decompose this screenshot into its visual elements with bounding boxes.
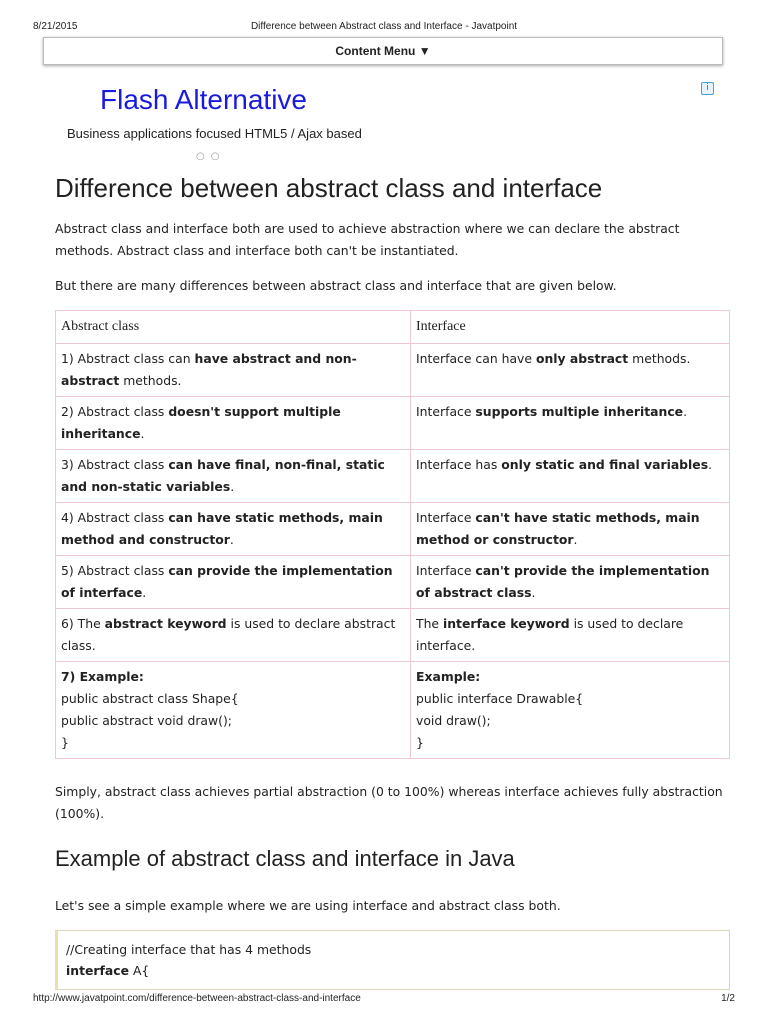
example-label: 7) Example:	[61, 669, 144, 684]
info-icon[interactable]: i	[701, 82, 714, 95]
cell-text: .	[708, 457, 713, 472]
cell-emphasis: doesn't support multiple inheritance	[61, 404, 341, 441]
table-header-interface: Interface	[411, 311, 730, 344]
cell-text: Interface	[416, 404, 476, 419]
cell-text: Interface can have	[416, 351, 536, 366]
cell-emphasis: can't have static methods, main method or constructor	[416, 510, 700, 547]
article-title: Difference between abstract class and interface	[55, 173, 603, 203]
cell-abstract	[56, 450, 411, 503]
cell-emphasis: only abstract	[535, 351, 629, 366]
intro-paragraph: Abstract class and interface both are used to achieve abstraction where we can declare the abstract methods. Abstract class and interface both can't be instantiated.	[55, 221, 680, 258]
cell-text: .	[140, 426, 145, 441]
code-line: void draw();	[416, 713, 491, 728]
code-line: }	[416, 735, 424, 750]
section-heading: Example of abstract class and interface in Java	[55, 846, 515, 871]
cell-abstract	[56, 609, 411, 662]
example-intro-paragraph: Let's see a simple example where we are using interface and abstract class both.	[55, 898, 561, 913]
cell-emphasis: supports multiple inheritance	[475, 404, 684, 419]
code-block	[55, 930, 730, 990]
cell-text: Interface	[416, 510, 476, 525]
cell-text: methods.	[628, 351, 691, 366]
cell-emphasis: interface keyword	[442, 616, 570, 631]
cell-text: is used to declare interface.	[416, 616, 684, 653]
print-page-title: Difference between Abstract class and Interface - Javatpoint	[250, 21, 518, 32]
code-line: public abstract class Shape{	[61, 691, 239, 706]
cell-interface	[411, 503, 730, 556]
cell-text: Interface	[416, 563, 476, 578]
cell-text: .	[142, 585, 147, 600]
footer-url: http://www.javatpoint.com/difference-between-abstract-class-and-interface	[33, 993, 361, 1004]
cell-text: .	[229, 532, 234, 547]
table-row	[56, 397, 730, 450]
cell-emphasis: only static and final variables	[501, 457, 709, 472]
cell-emphasis: abstract keyword	[104, 616, 227, 631]
table-row	[56, 344, 730, 397]
code-comment: //Creating interface that has 4 methods	[66, 942, 312, 957]
ad-title-link[interactable]: Flash Alternative	[100, 84, 307, 115]
cell-emphasis: can provide the implementation of interface	[61, 563, 393, 600]
cell-text: .	[531, 585, 536, 600]
cell-text: is used to declare abstract class.	[61, 616, 396, 653]
code-line	[66, 960, 729, 981]
cell-interface	[411, 556, 730, 609]
code-keyword: interface	[66, 963, 130, 978]
code-line: public abstract void draw();	[61, 713, 232, 728]
table-row	[56, 450, 730, 503]
footer-page-number: 1/2	[721, 993, 735, 1004]
cell-emphasis: can have final, non-final, static and non-static variables	[61, 457, 385, 494]
cell-text: .	[230, 479, 235, 494]
comparison-table	[55, 310, 730, 759]
table-row	[56, 503, 730, 556]
ad-carousel-dots[interactable]: ○○	[196, 151, 226, 162]
cell-interface-example	[411, 662, 730, 759]
ad-subtitle: Business applications focused HTML5 / Ajax based	[67, 126, 362, 141]
code-text: A{	[129, 963, 150, 978]
cell-text: 2) Abstract class	[61, 404, 169, 419]
cell-abstract	[56, 556, 411, 609]
cell-emphasis: can have static methods, main method and constructor	[61, 510, 383, 547]
cell-interface	[411, 344, 730, 397]
cell-text: Interface has	[416, 457, 502, 472]
cell-interface	[411, 450, 730, 503]
table-row	[56, 556, 730, 609]
lead-paragraph: But there are many differences between abstract class and interface that are given below.	[55, 278, 617, 293]
table-header-abstract-class: Abstract class	[56, 311, 411, 344]
summary-paragraph: Simply, abstract class achieves partial abstraction (0 to 100%) whereas interface achieves fully abstraction (100%).	[55, 784, 723, 821]
cell-emphasis: have abstract and non-abstract	[61, 351, 357, 388]
code-line: public interface Drawable{	[416, 691, 584, 706]
cell-text: 1) Abstract class can	[61, 351, 195, 366]
cell-abstract	[56, 503, 411, 556]
cell-emphasis: can't provide the implementation of abstract class	[416, 563, 710, 600]
cell-abstract	[56, 344, 411, 397]
cell-abstract-example	[56, 662, 411, 759]
cell-text: 5) Abstract class	[61, 563, 169, 578]
content-menu-button[interactable]: Content Menu ▼	[43, 37, 723, 65]
cell-text: .	[683, 404, 688, 419]
cell-interface	[411, 397, 730, 450]
cell-text: The	[416, 616, 443, 631]
print-date: 8/21/2015	[33, 21, 78, 32]
cell-interface	[411, 609, 730, 662]
table-row-example	[56, 662, 730, 759]
table-row	[56, 609, 730, 662]
cell-text: methods.	[119, 373, 182, 388]
cell-text: 3) Abstract class	[61, 457, 169, 472]
cell-text: 4) Abstract class	[61, 510, 169, 525]
code-line: }	[61, 735, 69, 750]
cell-text: .	[573, 532, 578, 547]
example-label: Example:	[416, 669, 481, 684]
cell-abstract	[56, 397, 411, 450]
cell-text: 6) The	[61, 616, 105, 631]
